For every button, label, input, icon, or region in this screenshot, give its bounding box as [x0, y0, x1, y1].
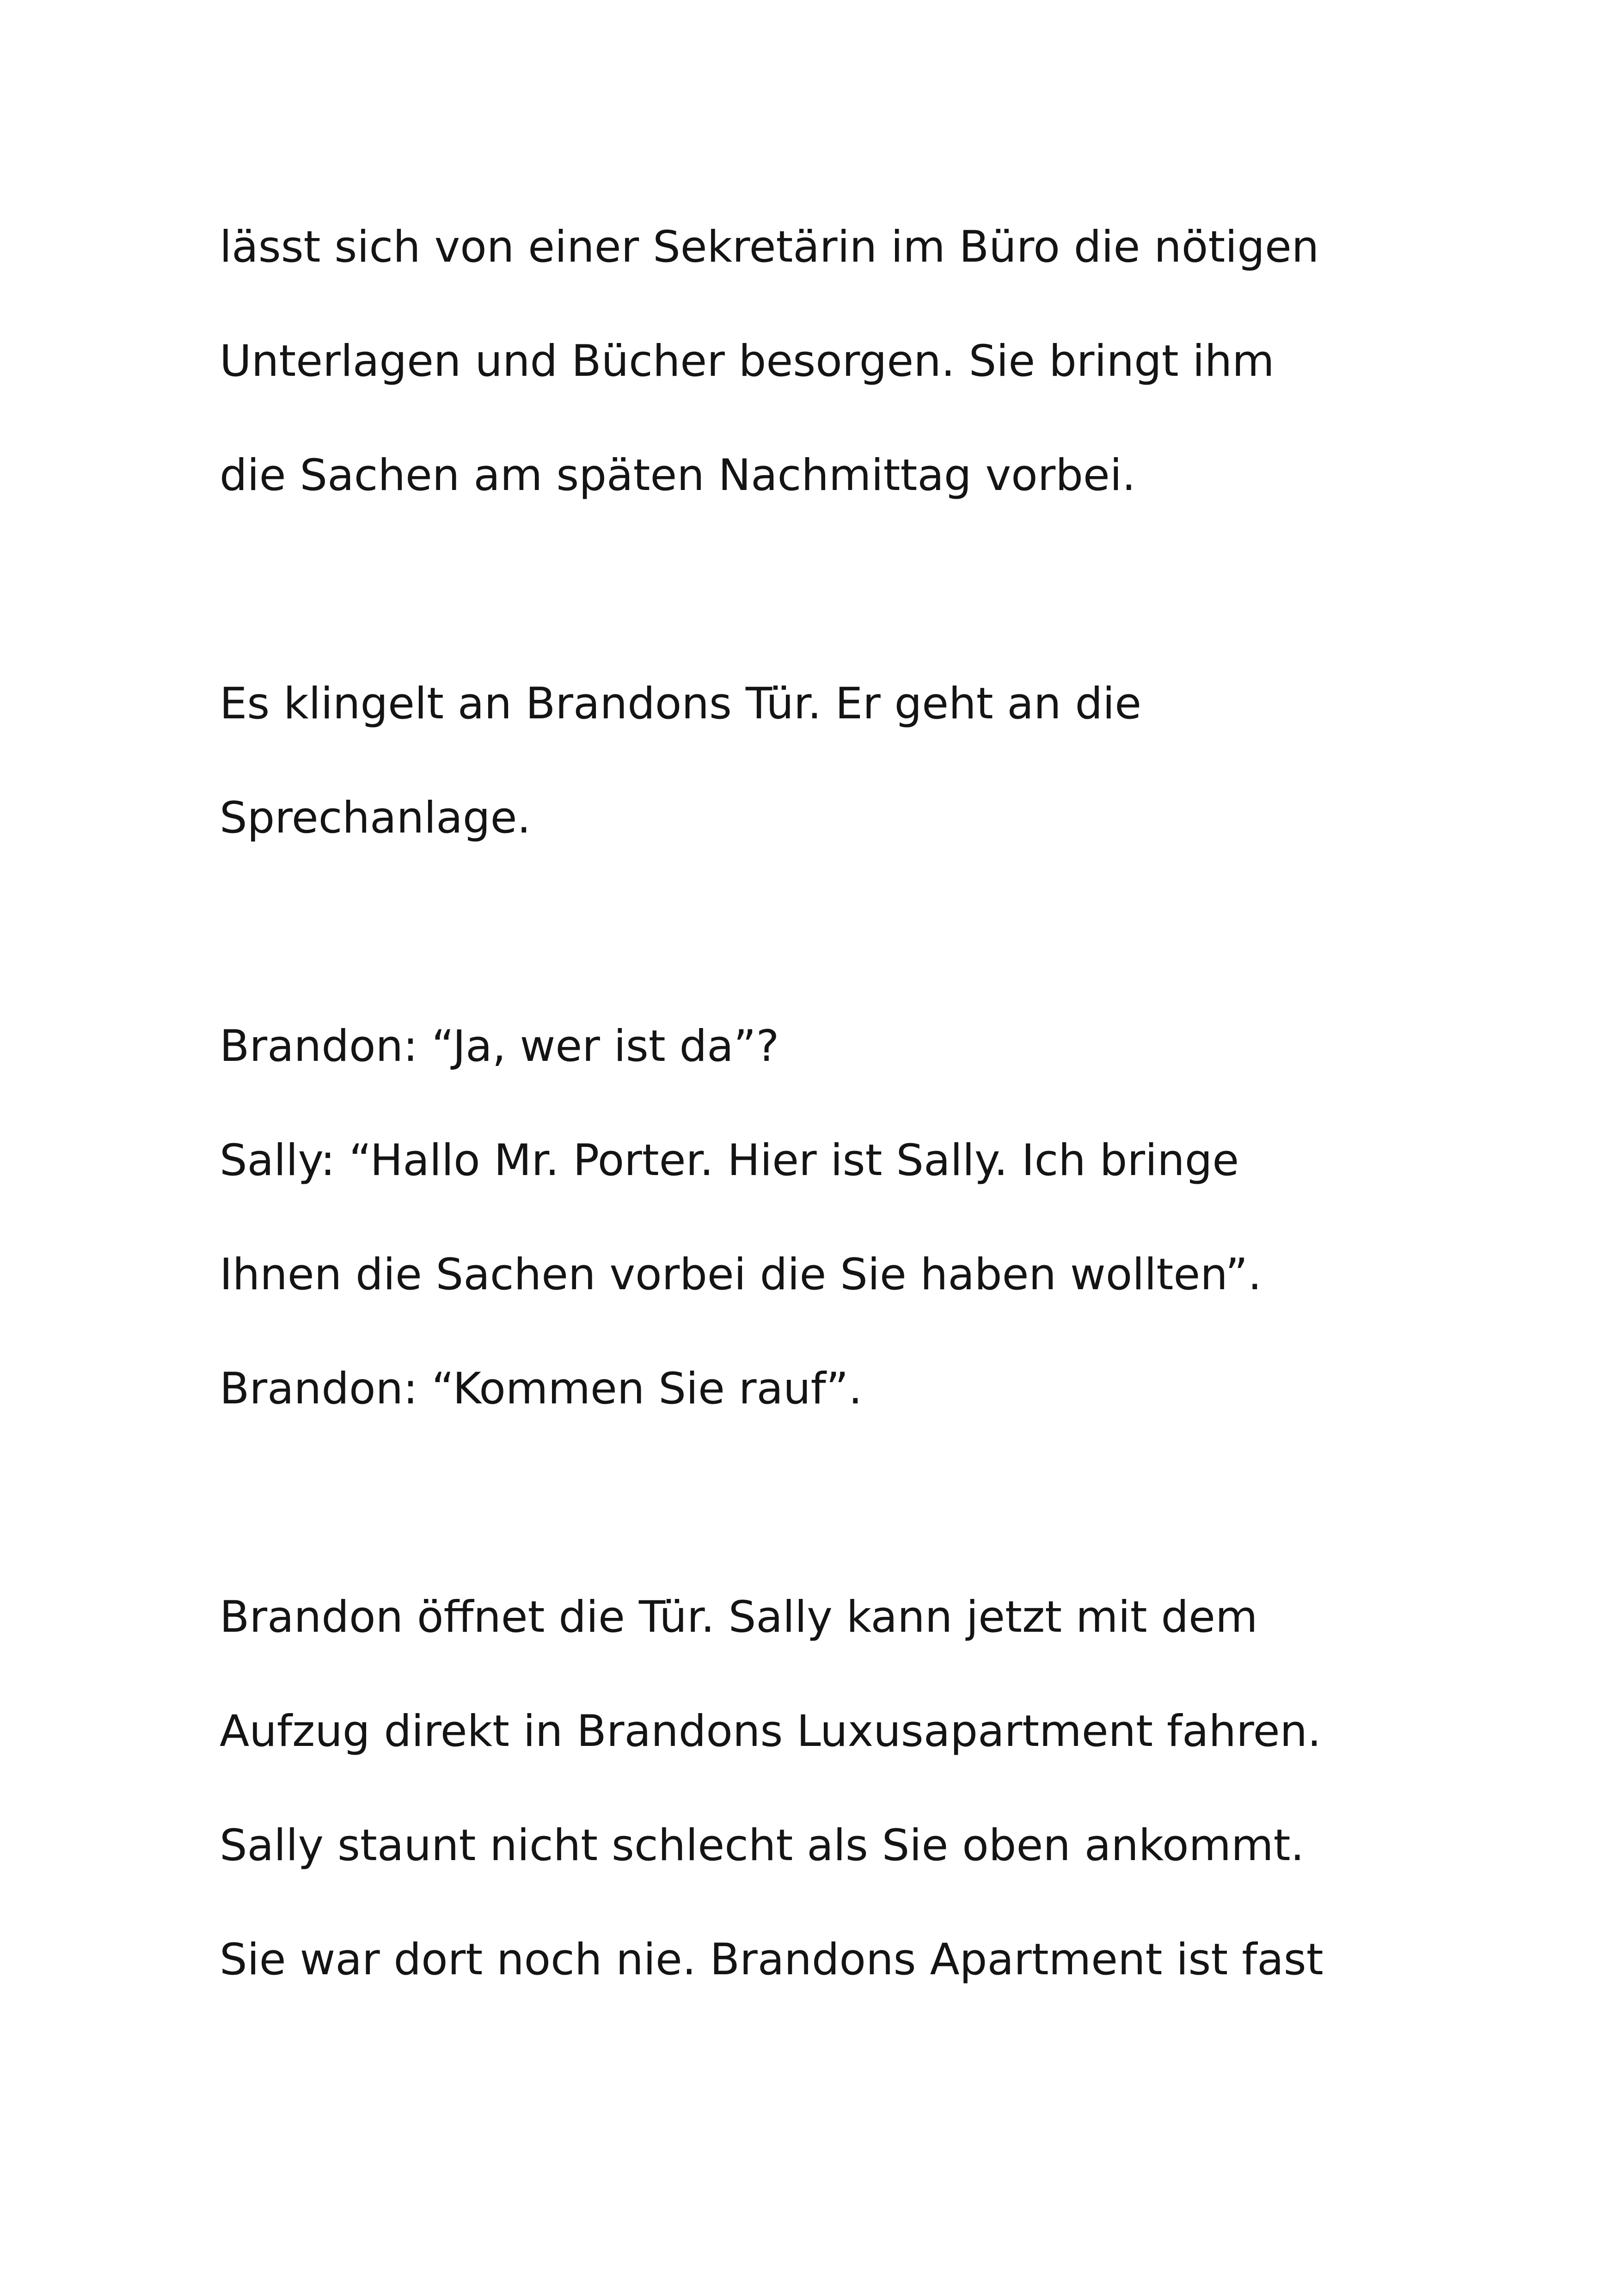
text-line: lässt sich von einer Sekretärin im Büro die nötigen [220, 222, 1319, 272]
text-line: Sie war dort noch nie. Brandons Apartment ist fast [220, 1935, 1324, 1985]
text-line: Sally staunt nicht schlecht als Sie oben ankommt. [220, 1820, 1305, 1871]
text-line: Aufzug direkt in Brandons Luxusapartment fahren. [220, 1706, 1322, 1757]
text-line: Es klingelt an Brandons Tür. Er geht an die [220, 679, 1142, 729]
text-line: die Sachen am späten Nachmittag vorbei. [220, 450, 1136, 501]
dialogue-line: Brandon: “Ja, wer ist da”? [220, 1021, 779, 1071]
dialogue-line: Brandon: “Kommen Sie rauf”. [220, 1364, 863, 1414]
text-line: Brandon öffnet die Tür. Sally kann jetzt mit dem [220, 1592, 1258, 1642]
text-line: Sprechanlage. [220, 793, 531, 843]
dialogue-line: Ihnen die Sachen vorbei die Sie haben wollten”. [220, 1249, 1262, 1300]
text-line: Unterlagen und Bücher besorgen. Sie bringt ihm [220, 336, 1275, 386]
dialogue-line: Sally: “Hallo Mr. Porter. Hier ist Sally. Ich bringe [220, 1135, 1239, 1186]
